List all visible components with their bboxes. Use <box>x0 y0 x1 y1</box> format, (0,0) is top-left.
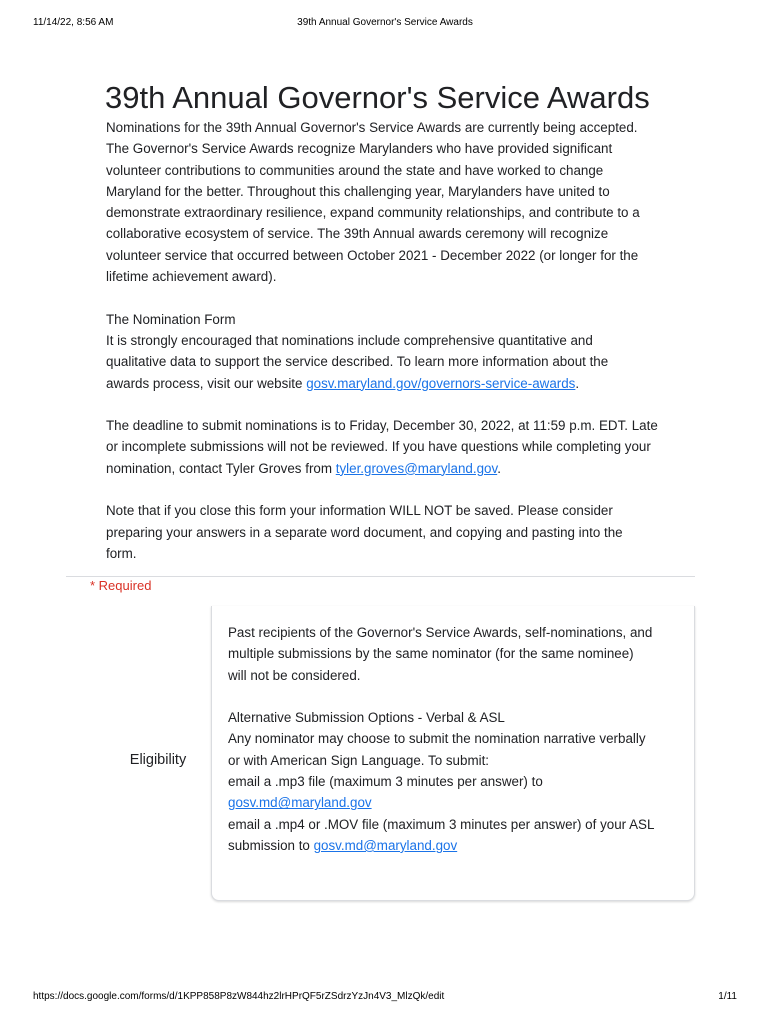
contact-prefix: nomination, contact Tyler Groves from <box>106 460 336 476</box>
print-datetime: 11/14/22, 8:56 AM <box>33 17 114 28</box>
nomination-heading: The Nomination Form <box>106 311 236 327</box>
print-header <box>0 17 770 33</box>
intro-line: demonstrate extraordinary resilience, expand community relationships, and contribute to a <box>106 205 640 221</box>
deadline-line: or incomplete submissions will not be reviewed. If you have questions while completing your <box>106 439 651 455</box>
form-title: 39th Annual Governor's Service Awards <box>105 80 650 115</box>
intro-line: Maryland for the better. Throughout this challenging year, Marylanders have united to <box>106 183 610 199</box>
print-title: 39th Annual Governor's Service Awards <box>297 17 473 28</box>
contact-email-link[interactable]: tyler.groves@maryland.gov <box>335 460 498 476</box>
print-footer <box>0 991 770 1007</box>
email-line-1 <box>228 792 678 813</box>
website-link[interactable]: gosv.maryland.gov/governors-service-awards <box>306 375 576 391</box>
alt-line: or with American Sign Language. To submit: <box>228 752 490 768</box>
gosv-email-link-2[interactable]: gosv.md@maryland.gov <box>313 837 458 853</box>
alt-line: email a .mp3 file (maximum 3 minutes per answer) to <box>228 774 543 790</box>
intro-line: The Governor's Service Awards recognize Marylanders who have provided significant <box>106 141 613 157</box>
contact-line <box>106 458 686 479</box>
intro-line: volunteer contributions to communities around the state and have worked to change <box>106 162 604 178</box>
website-line <box>106 373 686 394</box>
intro-line: volunteer service that occurred between October 2021 - December 2022 (or longer for the <box>106 247 639 263</box>
alt-heading: Alternative Submission Options - Verbal & ASL <box>228 710 505 726</box>
required-indicator: * Required <box>90 578 152 593</box>
nomination-line: qualitative data to support the service described. To learn more information about the <box>106 354 609 370</box>
header-divider <box>66 576 695 577</box>
print-url: https://docs.google.com/forms/d/1KPP858P8zW844hz2lrHPrQF5rZSdrzYzJn4V3_MlzQk/edit <box>33 991 445 1002</box>
past-line: multiple submissions by the same nominator (for the same nominee) <box>228 646 634 662</box>
past-line: Past recipients of the Governor's Service Awards, self-nominations, and <box>228 625 653 640</box>
note-line: preparing your answers in a separate word document, and copying and pasting into the <box>106 524 623 540</box>
nomination-line: It is strongly encouraged that nominations include comprehensive quantitative and <box>106 332 593 348</box>
website-suffix: . <box>575 375 580 391</box>
mp4-prefix: submission to <box>228 837 314 853</box>
note-line: form. <box>106 545 137 561</box>
intro-line: lifetime achievement award). <box>106 269 277 285</box>
form-description <box>106 117 686 564</box>
gosv-email-link-1[interactable]: gosv.md@maryland.gov <box>228 795 372 811</box>
website-prefix: awards process, visit our website <box>106 375 307 391</box>
mp4-line: email a .mp4 or .MOV file (maximum 3 minutes per answer) of your ASL <box>228 816 655 832</box>
section-label-eligibility: Eligibility <box>129 752 187 768</box>
intro-line: Nominations for the 39th Annual Governor's Service Awards are currently being accepted. <box>106 120 638 135</box>
alt-line: Any nominator may choose to submit the nomination narrative verbally <box>228 731 646 747</box>
note-line: Note that if you close this form your information WILL NOT be saved. Please consider <box>106 503 613 519</box>
past-line: will not be considered. <box>228 667 361 683</box>
email-line-2 <box>228 835 678 856</box>
intro-line: collaborative ecosystem of service. The 39th Annual awards ceremony will recognize <box>106 226 609 242</box>
contact-suffix: . <box>497 460 501 476</box>
page-number: 1/11 <box>718 991 737 1002</box>
eligibility-description <box>228 622 678 856</box>
deadline-line: The deadline to submit nominations is to Friday, December 30, 2022, at 11:59 p.m. EDT. Late <box>106 418 658 434</box>
